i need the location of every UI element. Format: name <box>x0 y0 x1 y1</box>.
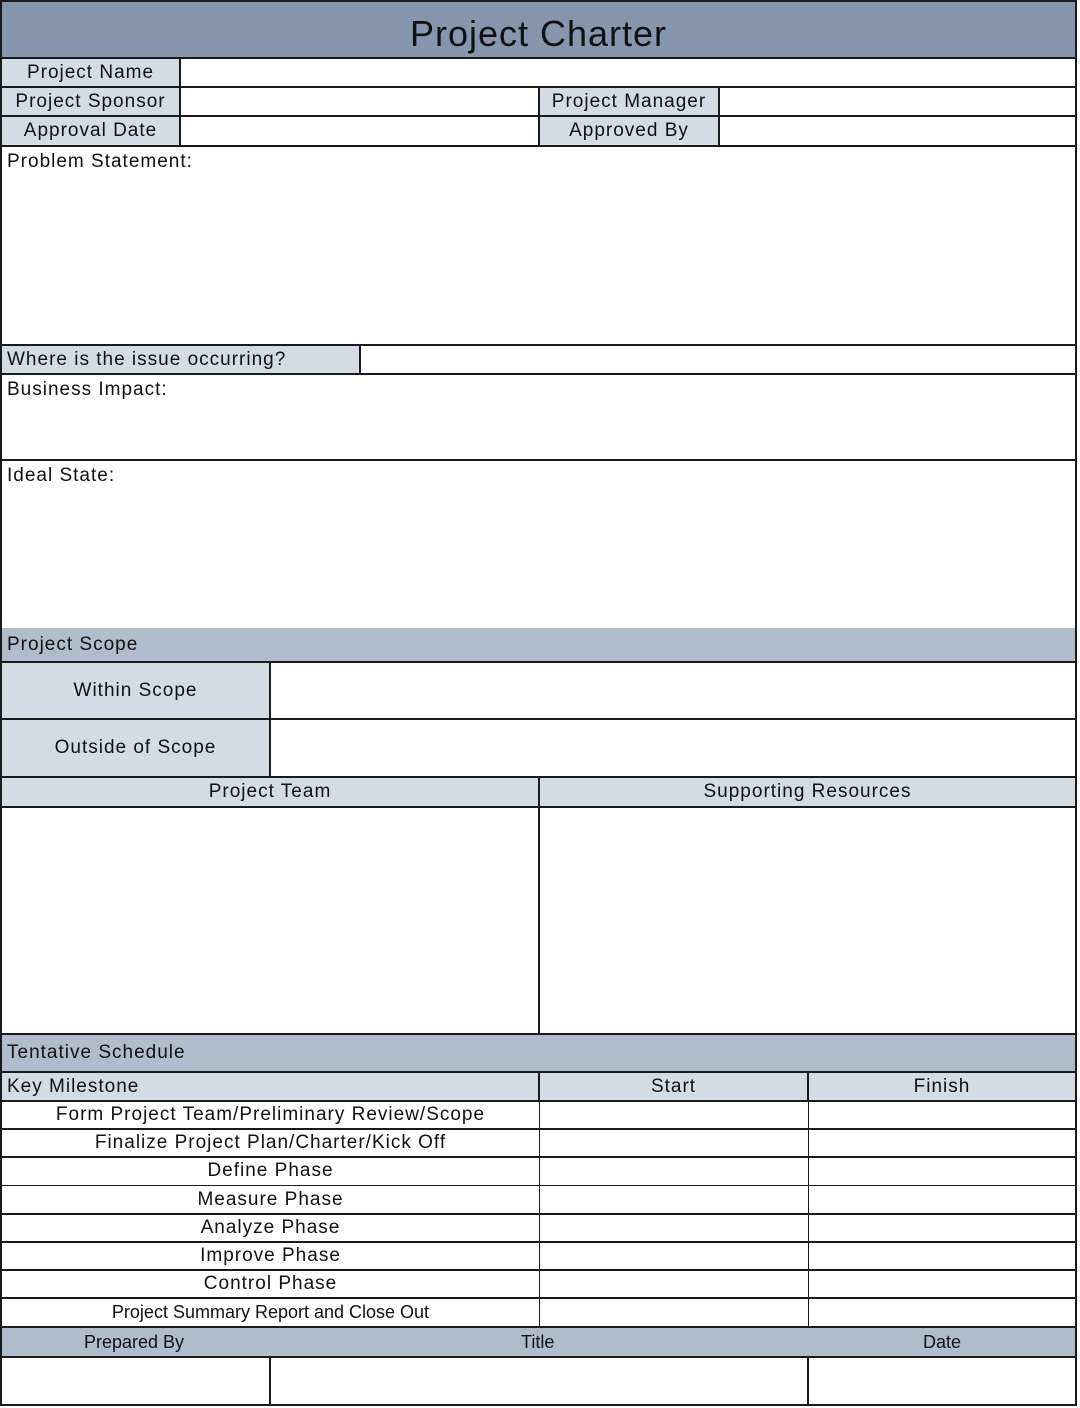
where-issue-field[interactable] <box>359 344 1077 375</box>
title-label: Title <box>521 1332 555 1352</box>
problem-statement-label: Problem Statement: <box>7 151 193 172</box>
project-manager-label: Project Manager <box>538 86 720 117</box>
supporting-resources-header: Supporting Resources <box>538 776 1077 808</box>
milestone-start-field[interactable] <box>539 1241 809 1271</box>
milestone-start-field[interactable] <box>539 1100 809 1130</box>
milestone-finish-field[interactable] <box>808 1269 1077 1299</box>
approved-by-field[interactable] <box>718 115 1077 147</box>
milestone-name: Define Phase <box>0 1156 540 1186</box>
project-team-box[interactable] <box>0 806 540 1035</box>
key-milestone-header: Key Milestone <box>0 1071 540 1102</box>
project-scope-header: Project Scope <box>0 628 1077 663</box>
where-issue-label: Where is the issue occurring? <box>0 344 361 375</box>
supporting-resources-box[interactable] <box>538 806 1077 1035</box>
milestone-finish-field[interactable] <box>808 1100 1077 1130</box>
milestone-name: Finalize Project Plan/Charter/Kick Off <box>0 1128 540 1158</box>
milestone-name: Project Summary Report and Close Out <box>0 1297 540 1327</box>
milestone-finish-field[interactable] <box>808 1156 1077 1186</box>
milestone-name: Control Phase <box>0 1269 540 1299</box>
project-name-field[interactable] <box>179 57 1077 88</box>
milestone-name: Measure Phase <box>0 1185 540 1215</box>
title-field[interactable] <box>269 1356 809 1406</box>
business-impact-label: Business Impact: <box>7 379 168 400</box>
milestone-finish-field[interactable] <box>808 1185 1077 1215</box>
milestone-finish-field[interactable] <box>808 1128 1077 1158</box>
project-name-label: Project Name <box>0 57 181 88</box>
milestone-start-field[interactable] <box>539 1213 809 1243</box>
milestone-finish-field[interactable] <box>808 1241 1077 1271</box>
footer-header-row <box>0 1326 1077 1358</box>
milestone-name: Analyze Phase <box>0 1213 540 1243</box>
milestone-start-field[interactable] <box>539 1156 809 1186</box>
business-impact-box[interactable] <box>0 373 1077 461</box>
within-scope-field[interactable] <box>269 661 1077 720</box>
project-manager-field[interactable] <box>718 86 1077 117</box>
milestone-name: Improve Phase <box>0 1241 540 1271</box>
outside-scope-label: Outside of Scope <box>0 718 271 778</box>
prepared-by-field[interactable] <box>0 1356 271 1406</box>
date-label: Date <box>923 1332 962 1352</box>
within-scope-label: Within Scope <box>0 661 271 720</box>
prepared-by-label: Prepared By <box>84 1332 185 1352</box>
page-title: Project Charter <box>0 0 1077 59</box>
milestone-name: Form Project Team/Preliminary Review/Scope <box>0 1100 540 1130</box>
approval-date-field[interactable] <box>179 115 540 147</box>
project-sponsor-label: Project Sponsor <box>0 86 181 117</box>
milestone-finish-field[interactable] <box>808 1213 1077 1243</box>
tentative-schedule-header: Tentative Schedule <box>0 1033 1077 1073</box>
milestone-finish-field[interactable] <box>808 1297 1077 1327</box>
approved-by-label: Approved By <box>538 115 720 147</box>
project-team-header: Project Team <box>0 776 540 808</box>
ideal-state-label: Ideal State: <box>7 465 116 486</box>
milestone-start-field[interactable] <box>539 1269 809 1299</box>
finish-header: Finish <box>807 1071 1077 1102</box>
ideal-state-box[interactable] <box>0 459 1077 631</box>
start-header: Start <box>538 1071 809 1102</box>
milestone-start-field[interactable] <box>539 1297 809 1327</box>
date-field[interactable] <box>807 1356 1077 1406</box>
project-sponsor-field[interactable] <box>179 86 540 117</box>
milestone-start-field[interactable] <box>539 1185 809 1215</box>
outside-scope-field[interactable] <box>269 718 1077 778</box>
approval-date-label: Approval Date <box>0 115 181 147</box>
problem-statement-box[interactable] <box>0 145 1077 346</box>
milestone-start-field[interactable] <box>539 1128 809 1158</box>
